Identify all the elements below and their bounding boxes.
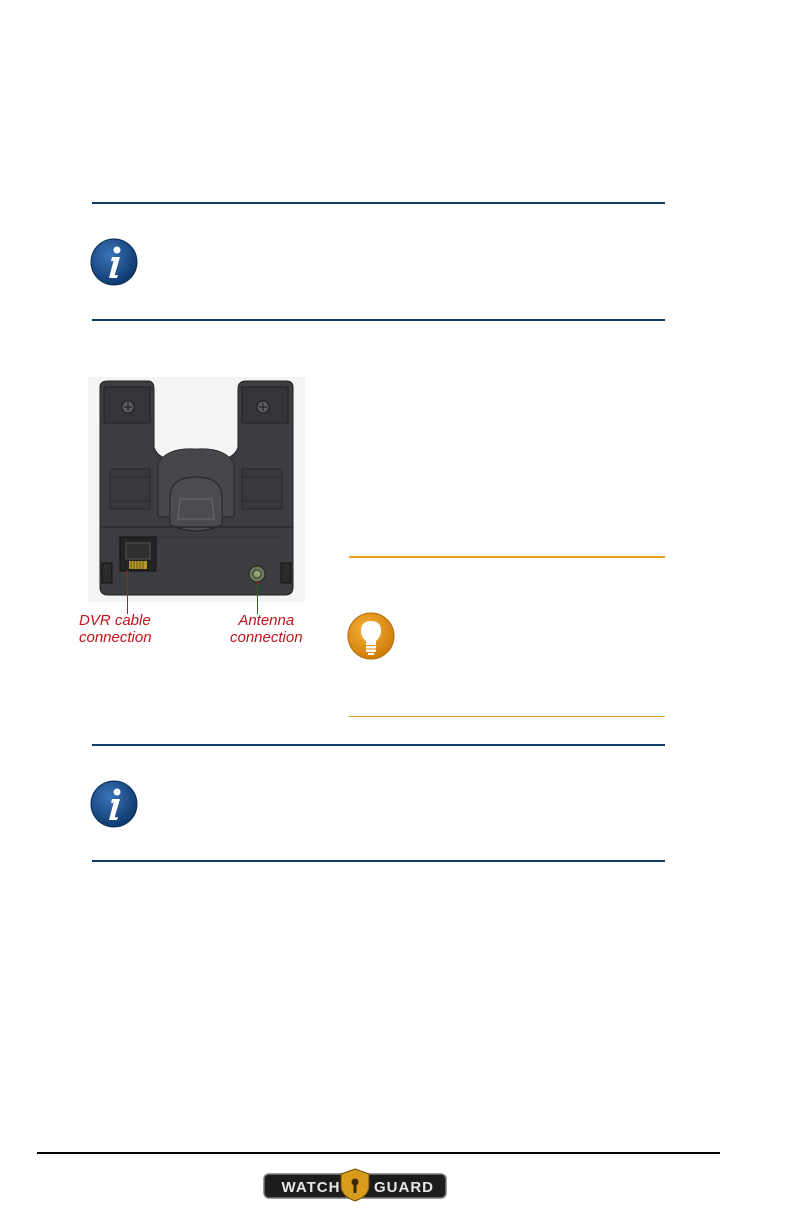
- svg-text:WATCH: WATCH: [281, 1179, 341, 1196]
- svg-text:GUARD: GUARD: [374, 1179, 434, 1196]
- cradle-figure: [88, 377, 305, 602]
- info-icon: [90, 780, 138, 828]
- note-bottom-rule: [92, 319, 665, 321]
- footer-rule: [37, 1152, 720, 1154]
- note-bottom-rule: [92, 860, 665, 862]
- antenna-callout-leader: [257, 582, 258, 614]
- dvr-callout-label: DVR cable connection: [79, 612, 152, 646]
- tip-top-rule: [349, 556, 665, 558]
- dvr-callout-leader: [127, 570, 128, 614]
- lightbulb-icon: [347, 612, 395, 660]
- info-icon: [90, 238, 138, 286]
- note-top-rule: [92, 202, 665, 204]
- note-top-rule: [92, 744, 665, 746]
- antenna-callout-label: Antenna connection: [230, 612, 303, 646]
- tip-bottom-rule: [349, 716, 665, 717]
- watchguard-logo: [263, 1168, 447, 1202]
